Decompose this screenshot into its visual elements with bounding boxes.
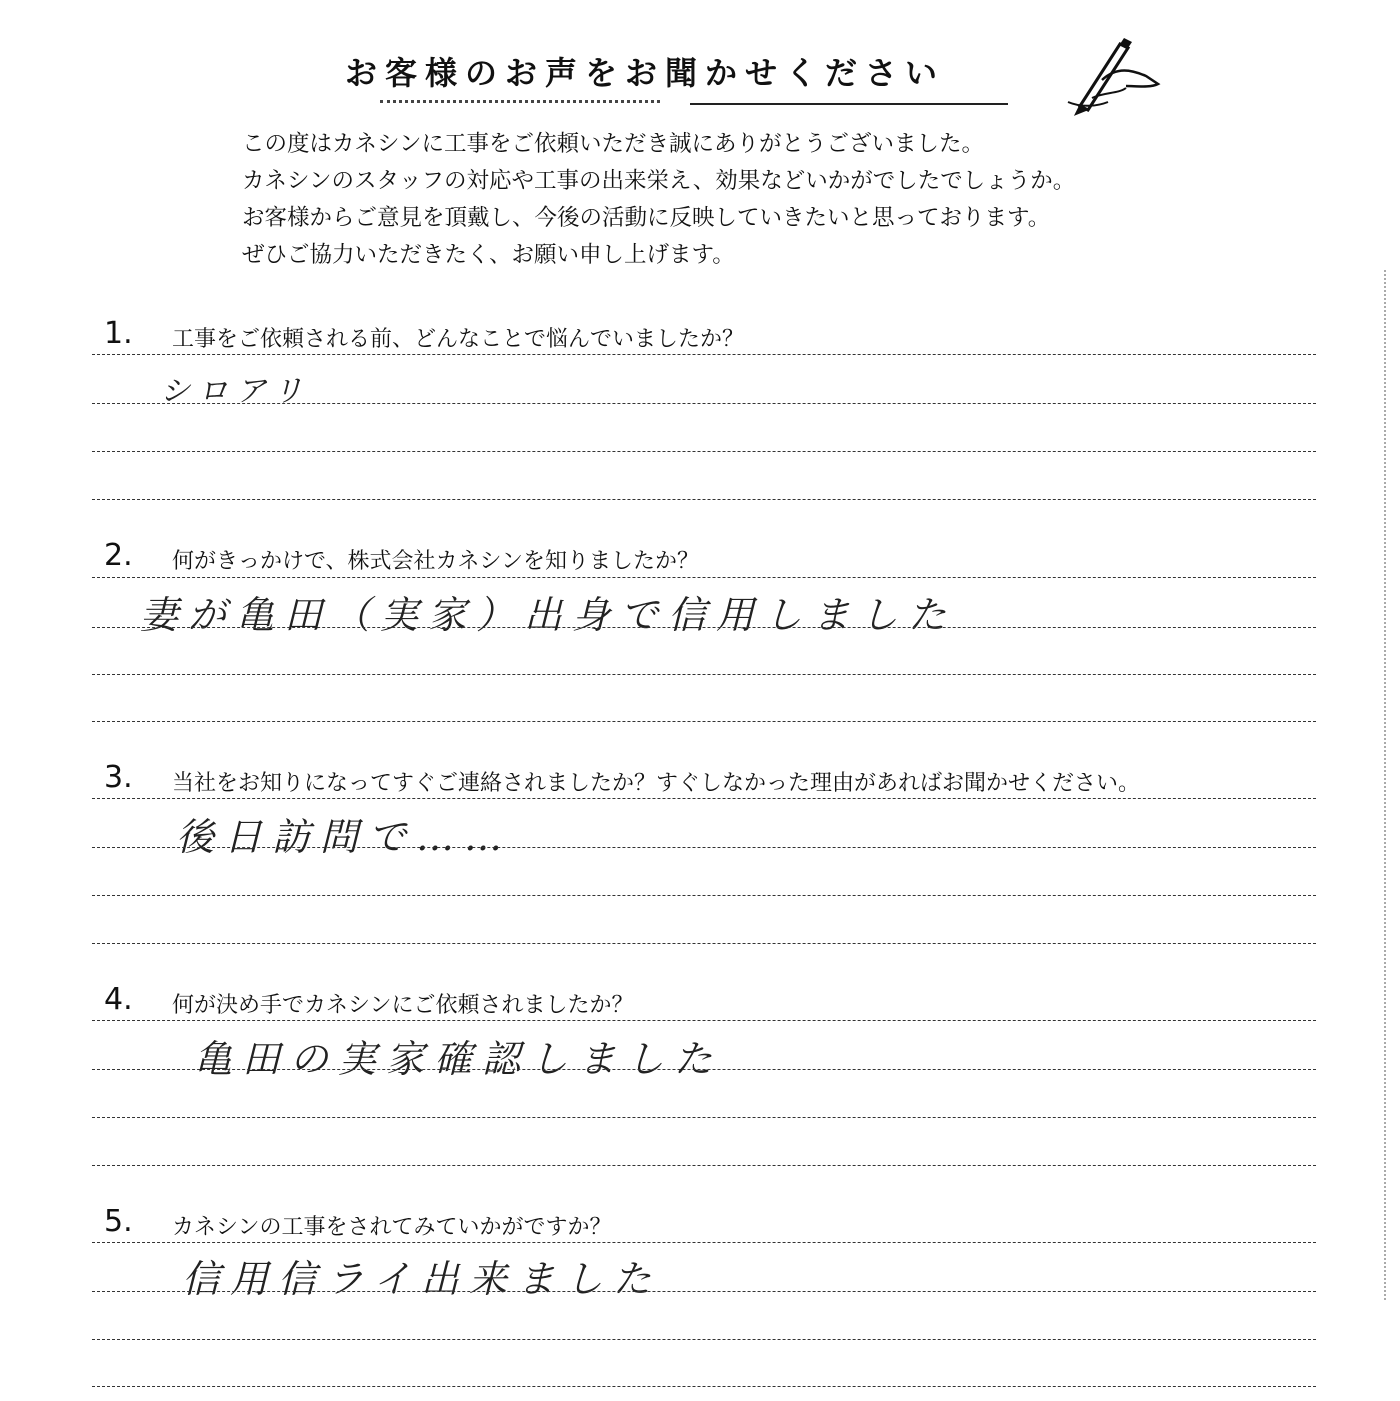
question-text: 何がきっかけで、株式会社カネシンを知りましたか？ bbox=[172, 549, 700, 574]
title-underline bbox=[690, 103, 1008, 105]
handwritten-answer: 妻が亀田（実家）出身で信用しました bbox=[140, 593, 957, 637]
answer-rule bbox=[92, 721, 1316, 722]
answer-rule bbox=[92, 895, 1316, 896]
answer-rule bbox=[92, 577, 1316, 578]
intro-line: この度はカネシンに工事をご依頼いただき誠にありがとうございました。 bbox=[242, 131, 984, 157]
answer-rule bbox=[92, 403, 1316, 404]
handwritten-answer: 後日訪問で…… bbox=[176, 815, 513, 859]
question-text: 当社をお知りになってすぐご連絡されましたか？すぐしなかった理由があればお聞かせください。 bbox=[172, 771, 1141, 796]
intro-line: カネシンのスタッフの対応や工事の出来栄え、効果などいかがでしたでしょうか。 bbox=[242, 168, 1076, 194]
answer-rule bbox=[92, 1020, 1316, 1021]
answer-rule bbox=[92, 1386, 1316, 1387]
answer-rule bbox=[92, 1117, 1316, 1118]
question-number: 4. bbox=[104, 982, 133, 1017]
question-text: 工事をご依頼される前、どんなことで悩んでいましたか？ bbox=[172, 327, 745, 352]
question-text: 何が決め手でカネシンにご依頼されましたか？ bbox=[172, 993, 634, 1018]
answer-rule bbox=[92, 674, 1316, 675]
answer-rule bbox=[92, 1291, 1316, 1292]
answer-rule bbox=[92, 627, 1316, 628]
question-number: 5. bbox=[104, 1204, 133, 1239]
pen-writing-icon bbox=[1062, 36, 1162, 116]
intro-paragraph bbox=[242, 126, 1075, 274]
intro-line: お客様からご意見を頂戴し、今後の活動に反映していきたいと思っております。 bbox=[242, 205, 1051, 231]
answer-rule bbox=[92, 1165, 1316, 1166]
answer-rule bbox=[92, 354, 1316, 355]
handwritten-answer: 亀田の実家確認しました bbox=[194, 1037, 723, 1081]
question-number: 3. bbox=[104, 760, 133, 795]
answer-rule bbox=[92, 1339, 1316, 1340]
question-number: 1. bbox=[104, 316, 133, 351]
answer-rule bbox=[92, 1069, 1316, 1070]
page-title: お客様のお声をお聞かせください bbox=[345, 54, 946, 92]
answer-rule bbox=[92, 798, 1316, 799]
handwritten-answer: シロアリ bbox=[160, 374, 311, 409]
question-number: 2. bbox=[104, 538, 133, 573]
answer-rule bbox=[92, 1242, 1316, 1243]
intro-line: ぜひご協力いただきたく、お願い申し上げます。 bbox=[242, 242, 735, 268]
answer-rule bbox=[92, 847, 1316, 848]
scan-edge-marks bbox=[1384, 270, 1396, 1300]
answer-rule bbox=[92, 451, 1316, 452]
answer-rule bbox=[92, 943, 1316, 944]
answer-rule bbox=[92, 499, 1316, 500]
title-decoration-dots bbox=[380, 100, 660, 109]
question-text: カネシンの工事をされてみていかがですか？ bbox=[172, 1215, 612, 1240]
handwritten-answer: 信用信ライ出来ました bbox=[182, 1257, 661, 1301]
